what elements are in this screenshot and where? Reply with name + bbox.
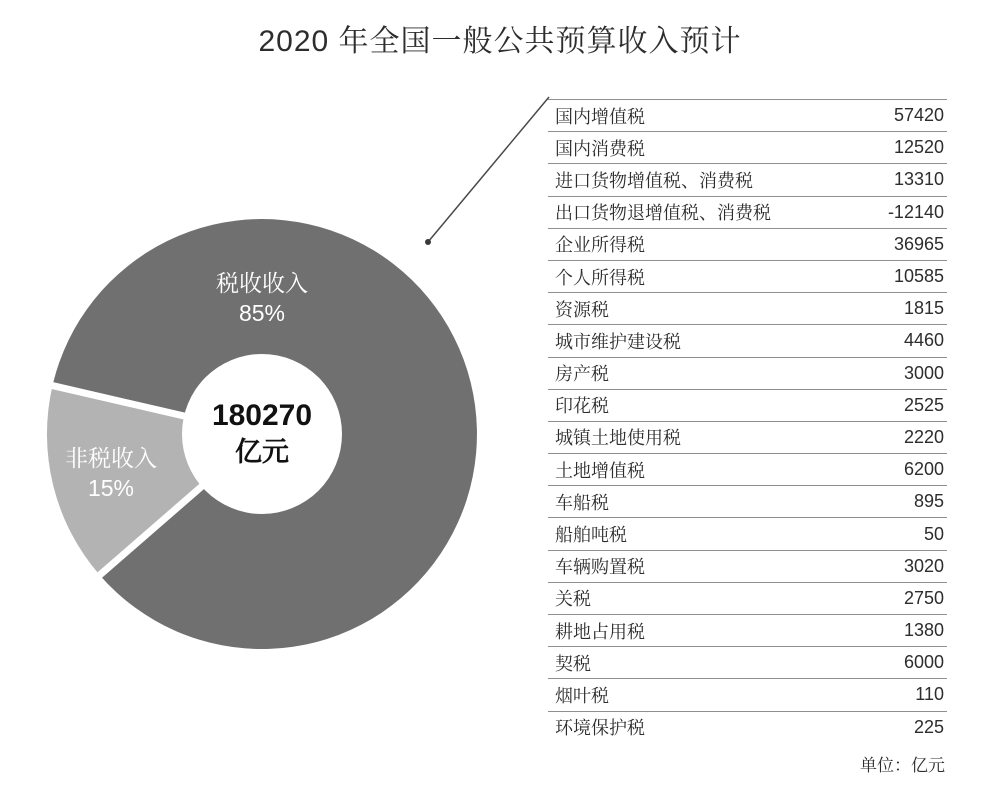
slice-name: 非税收入 (65, 445, 157, 471)
row-label: 契税 (555, 653, 591, 674)
row-label: 环境保护税 (555, 718, 645, 739)
table-row (548, 389, 947, 421)
row-value: 3000 (903, 362, 944, 383)
table-row (548, 357, 947, 389)
table-row (548, 163, 947, 195)
table-row (548, 485, 947, 517)
table-row (548, 196, 947, 228)
row-value: 2220 (903, 426, 944, 447)
total-value: 180270 (211, 399, 313, 432)
row-label: 进口货物增值税、消费税 (555, 170, 753, 191)
revenue-detail-table (548, 99, 947, 776)
row-value: 2525 (903, 394, 944, 415)
row-value: -12140 (887, 201, 944, 222)
row-value: 6000 (903, 652, 944, 673)
table-row (548, 678, 947, 710)
slice-name: 税收收入 (216, 270, 308, 296)
table-row (548, 421, 947, 453)
row-label: 资源税 (555, 299, 609, 320)
total-unit: 亿元 (235, 437, 289, 467)
row-label: 烟叶税 (555, 685, 609, 706)
row-value: 225 (913, 716, 944, 737)
row-value: 50 (923, 523, 944, 544)
table-row (548, 550, 947, 582)
table-row (548, 324, 947, 356)
row-value: 36965 (893, 233, 944, 254)
row-label: 房产税 (555, 364, 609, 385)
row-label: 个人所得税 (555, 267, 645, 288)
row-value: 4460 (903, 330, 944, 351)
slice-percent: 85% (238, 300, 286, 326)
row-label: 船舶吨税 (555, 525, 627, 546)
row-value: 3020 (903, 555, 944, 576)
row-label: 车辆购置税 (555, 557, 645, 578)
row-value: 2750 (903, 587, 944, 608)
row-label: 印花税 (555, 396, 609, 417)
table-row (548, 99, 947, 131)
row-label: 企业所得税 (555, 235, 645, 256)
row-value: 1815 (903, 298, 944, 319)
row-value: 57420 (893, 105, 944, 126)
row-label: 城市维护建设税 (555, 331, 681, 352)
row-label: 耕地占用税 (555, 621, 645, 642)
table-row (548, 292, 947, 324)
row-label: 国内增值税 (555, 106, 645, 127)
unit-note: 单位：亿元 (860, 755, 945, 775)
table-row (548, 582, 947, 614)
leader-dot (425, 239, 431, 245)
row-label: 车船税 (555, 492, 609, 513)
table-row (548, 453, 947, 485)
row-label: 关税 (555, 589, 591, 610)
row-value: 1380 (903, 620, 944, 641)
donut-slices (47, 219, 477, 649)
table-row (548, 260, 947, 292)
page-title: 2020 年全国一般公共预算收入预计 (258, 25, 742, 58)
table-row (548, 711, 947, 743)
row-label: 土地增值税 (555, 460, 645, 481)
row-value: 110 (915, 684, 944, 705)
row-label: 城镇土地使用税 (555, 428, 681, 449)
leader-line (428, 97, 549, 242)
donut-hole (182, 354, 342, 514)
table-row (548, 646, 947, 678)
table-row (548, 131, 947, 163)
row-value: 895 (913, 491, 944, 512)
row-label: 国内消费税 (555, 138, 645, 159)
slice-percent: 15% (87, 475, 135, 501)
row-value: 13310 (893, 169, 944, 190)
table-row (548, 517, 947, 549)
row-value: 12520 (893, 137, 944, 158)
row-value: 6200 (903, 459, 944, 480)
table-row (548, 614, 947, 646)
table-row (548, 228, 947, 260)
row-value: 10585 (893, 266, 944, 287)
row-label: 出口货物退增值税、消费税 (555, 203, 771, 224)
